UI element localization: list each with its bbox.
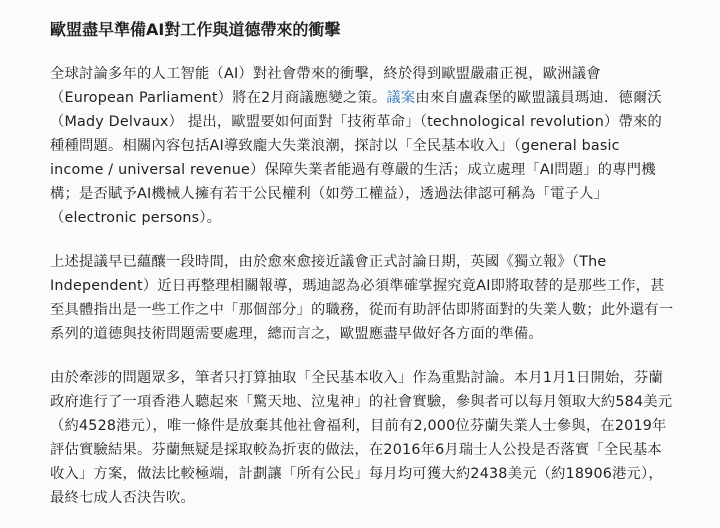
paragraph-1-text-after-link: 由來自盧森堡的歐盟議員瑪迪．德爾沃（Mady Delvaux） 提出，歐盟要如何面對「技術革命」（technological revolution）帶來的種種問題。相關內容包括AI導致龐大失業浪潮，探討以「全民基本收入」（general basic income / universal revenue）保障失業者能過有尊嚴的生活；成立處理「AI問題」的專門機構；是否賦予AI機械人擁有若干公民權利（如勞工權益），透過法律認可稱為「電子人」（electronic persons）。 (50, 90, 662, 226)
article-paragraph-3: 由於牽涉的問題眾多，筆者只打算抽取「全民基本收入」作為重點討論。本月1月1日開始，芬蘭政府進行了一項香港人聽起來「驚天地、泣鬼神」的社會實驗，參與者可以每月領取大約584美元（約4528港元），唯一條件是放棄其他社會福利，目前有2,000位芬蘭失業人士參與，在2019年評估實驗結果。芬蘭無疑是採取較為折衷的做法，在2016年6月瑞士人公投是否落實「全民基本收入」方案，做法比較極端，計劃讓「所有公民」每月均可獲大約2438美元（約18906港元），最終七成人否決告吹。 (50, 370, 673, 506)
paragraph-1-text-before-link: 全球討論多年的人工智能（AI）對社會帶來的衝擊，終於得到歐盟嚴肅正視，歐洲議會（European Parliament）將在2月商議應變之策。 (50, 66, 601, 106)
proposal-link[interactable]: 議案 (386, 90, 416, 106)
article-paragraph-1 (50, 62, 674, 230)
article-title: 歐盟盡早準備AI對工作與道德帶來的衝擊 (50, 20, 341, 39)
article-paragraph-2: 上述提議早已蘊釀一段時間，由於愈來愈接近議會正式討論日期，英國《獨立報》（The Independent）近日再整理相關報導，瑪迪認為必須準確掌握究竟AI即將取替的是那些工作，甚至具體指出是一些工作之中「那個部分」的職務，從而有助評估即將面對的失業人數；此外還有一系列的道德與技術問題需要處理，總而言之，歐盟應盡早做好各方面的準備。 (50, 254, 674, 342)
